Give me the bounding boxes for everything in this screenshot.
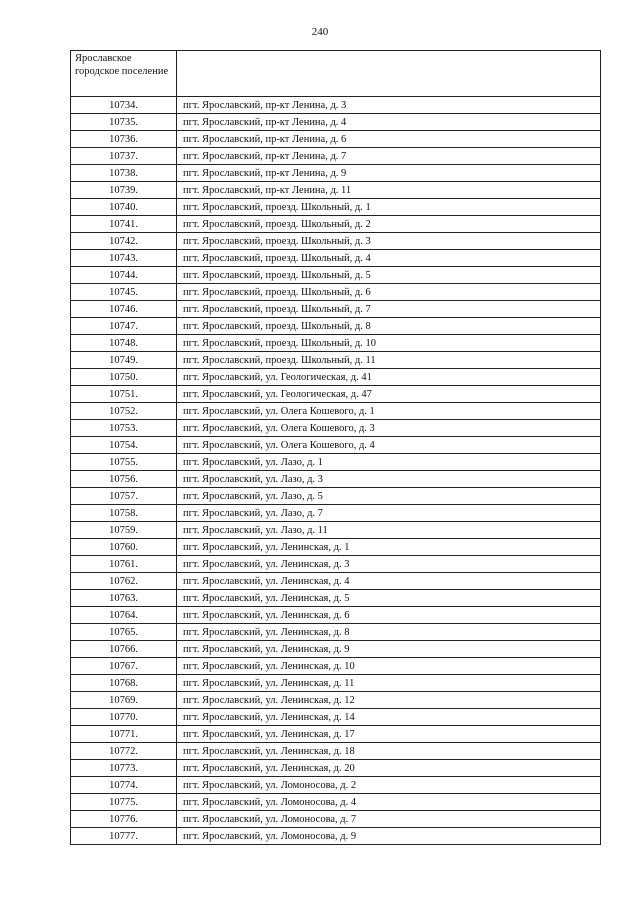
row-number-cell: 10771. xyxy=(71,726,177,743)
row-address-cell: пгт. Ярославский, ул. Ленинская, д. 17 xyxy=(177,726,601,743)
address-header-cell xyxy=(177,51,601,97)
row-number-cell: 10767. xyxy=(71,658,177,675)
row-number-cell: 10740. xyxy=(71,199,177,216)
row-number-cell: 10747. xyxy=(71,318,177,335)
row-number-cell: 10763. xyxy=(71,590,177,607)
row-address-cell: пгт. Ярославский, ул. Олега Кошевого, д. 4 xyxy=(177,437,601,454)
table-row xyxy=(71,794,601,811)
table-row xyxy=(71,760,601,777)
table-row xyxy=(71,726,601,743)
table-row xyxy=(71,641,601,658)
row-number-cell: 10759. xyxy=(71,522,177,539)
table-header-row xyxy=(71,51,601,97)
row-number-cell: 10739. xyxy=(71,182,177,199)
row-address-cell: пгт. Ярославский, ул. Ленинская, д. 6 xyxy=(177,607,601,624)
row-address-cell: пгт. Ярославский, ул. Ленинская, д. 9 xyxy=(177,641,601,658)
table-body xyxy=(71,51,601,845)
row-number-cell: 10766. xyxy=(71,641,177,658)
row-number-cell: 10750. xyxy=(71,369,177,386)
table-row xyxy=(71,284,601,301)
row-number-cell: 10761. xyxy=(71,556,177,573)
row-number-cell: 10765. xyxy=(71,624,177,641)
row-number-cell: 10762. xyxy=(71,573,177,590)
table-row xyxy=(71,216,601,233)
row-number-cell: 10768. xyxy=(71,675,177,692)
row-address-cell: пгт. Ярославский, пр-кт Ленина, д. 11 xyxy=(177,182,601,199)
row-address-cell: пгт. Ярославский, ул. Ленинская, д. 10 xyxy=(177,658,601,675)
table-row xyxy=(71,505,601,522)
row-address-cell: пгт. Ярославский, проезд. Школьный, д. 11 xyxy=(177,352,601,369)
row-address-cell: пгт. Ярославский, ул. Ленинская, д. 20 xyxy=(177,760,601,777)
table-row xyxy=(71,777,601,794)
row-address-cell: пгт. Ярославский, пр-кт Ленина, д. 7 xyxy=(177,148,601,165)
row-address-cell: пгт. Ярославский, проезд. Школьный, д. 7 xyxy=(177,301,601,318)
row-number-cell: 10770. xyxy=(71,709,177,726)
table-row xyxy=(71,471,601,488)
row-number-cell: 10746. xyxy=(71,301,177,318)
table-row xyxy=(71,233,601,250)
table-row xyxy=(71,522,601,539)
table-row xyxy=(71,454,601,471)
row-number-cell: 10735. xyxy=(71,114,177,131)
table-row xyxy=(71,709,601,726)
row-address-cell: пгт. Ярославский, проезд. Школьный, д. 2 xyxy=(177,216,601,233)
table-row xyxy=(71,182,601,199)
table-row xyxy=(71,386,601,403)
row-address-cell: пгт. Ярославский, ул. Ленинская, д. 1 xyxy=(177,539,601,556)
table-row xyxy=(71,743,601,760)
table-row xyxy=(71,301,601,318)
row-address-cell: пгт. Ярославский, ул. Ломоносова, д. 7 xyxy=(177,811,601,828)
row-number-cell: 10741. xyxy=(71,216,177,233)
table-row xyxy=(71,267,601,284)
row-number-cell: 10773. xyxy=(71,760,177,777)
table-row xyxy=(71,675,601,692)
row-number-cell: 10769. xyxy=(71,692,177,709)
table-row xyxy=(71,165,601,182)
table-row xyxy=(71,692,601,709)
row-address-cell: пгт. Ярославский, пр-кт Ленина, д. 3 xyxy=(177,97,601,114)
table-row xyxy=(71,539,601,556)
row-number-cell: 10776. xyxy=(71,811,177,828)
table-row xyxy=(71,658,601,675)
row-address-cell: пгт. Ярославский, пр-кт Ленина, д. 6 xyxy=(177,131,601,148)
row-number-cell: 10774. xyxy=(71,777,177,794)
row-address-cell: пгт. Ярославский, ул. Ленинская, д. 11 xyxy=(177,675,601,692)
row-number-cell: 10738. xyxy=(71,165,177,182)
row-address-cell: пгт. Ярославский, ул. Лазо, д. 11 xyxy=(177,522,601,539)
table-row xyxy=(71,624,601,641)
table-row xyxy=(71,437,601,454)
row-address-cell: пгт. Ярославский, проезд. Школьный, д. 1 xyxy=(177,199,601,216)
row-address-cell: пгт. Ярославский, ул. Лазо, д. 7 xyxy=(177,505,601,522)
row-number-cell: 10734. xyxy=(71,97,177,114)
row-number-cell: 10752. xyxy=(71,403,177,420)
table-row xyxy=(71,131,601,148)
row-number-cell: 10755. xyxy=(71,454,177,471)
table-row xyxy=(71,420,601,437)
table-row xyxy=(71,199,601,216)
row-address-cell: пгт. Ярославский, ул. Ломоносова, д. 2 xyxy=(177,777,601,794)
row-address-cell: пгт. Ярославский, проезд. Школьный, д. 8 xyxy=(177,318,601,335)
table-row xyxy=(71,607,601,624)
table-row xyxy=(71,97,601,114)
row-address-cell: пгт. Ярославский, ул. Геологическая, д. 47 xyxy=(177,386,601,403)
row-address-cell: пгт. Ярославский, ул. Лазо, д. 3 xyxy=(177,471,601,488)
table-row xyxy=(71,369,601,386)
row-number-cell: 10749. xyxy=(71,352,177,369)
row-address-cell: пгт. Ярославский, ул. Ленинская, д. 8 xyxy=(177,624,601,641)
row-number-cell: 10748. xyxy=(71,335,177,352)
row-address-cell: пгт. Ярославский, ул. Ленинская, д. 12 xyxy=(177,692,601,709)
row-address-cell: пгт. Ярославский, проезд. Школьный, д. 3 xyxy=(177,233,601,250)
table-row xyxy=(71,573,601,590)
table-row xyxy=(71,148,601,165)
row-address-cell: пгт. Ярославский, ул. Ленинская, д. 4 xyxy=(177,573,601,590)
row-number-cell: 10758. xyxy=(71,505,177,522)
table-row xyxy=(71,811,601,828)
row-address-cell: пгт. Ярославский, ул. Ленинская, д. 18 xyxy=(177,743,601,760)
row-number-cell: 10775. xyxy=(71,794,177,811)
row-number-cell: 10777. xyxy=(71,828,177,845)
row-address-cell: пгт. Ярославский, ул. Ленинская, д. 14 xyxy=(177,709,601,726)
row-number-cell: 10753. xyxy=(71,420,177,437)
table-row xyxy=(71,352,601,369)
settlement-header-cell: Ярославское городское поселение xyxy=(71,51,177,97)
address-table xyxy=(70,50,601,845)
row-address-cell: пгт. Ярославский, проезд. Школьный, д. 5 xyxy=(177,267,601,284)
row-number-cell: 10742. xyxy=(71,233,177,250)
row-address-cell: пгт. Ярославский, пр-кт Ленина, д. 4 xyxy=(177,114,601,131)
row-address-cell: пгт. Ярославский, ул. Олега Кошевого, д. 1 xyxy=(177,403,601,420)
row-address-cell: пгт. Ярославский, ул. Ломоносова, д. 9 xyxy=(177,828,601,845)
page-number: 240 xyxy=(311,26,329,38)
row-number-cell: 10744. xyxy=(71,267,177,284)
table-row xyxy=(71,250,601,267)
row-number-cell: 10743. xyxy=(71,250,177,267)
row-address-cell: пгт. Ярославский, пр-кт Ленина, д. 9 xyxy=(177,165,601,182)
row-address-cell: пгт. Ярославский, ул. Ленинская, д. 5 xyxy=(177,590,601,607)
table-row xyxy=(71,488,601,505)
row-address-cell: пгт. Ярославский, проезд. Школьный, д. 10 xyxy=(177,335,601,352)
row-number-cell: 10756. xyxy=(71,471,177,488)
row-address-cell: пгт. Ярославский, ул. Олега Кошевого, д. 3 xyxy=(177,420,601,437)
table-row xyxy=(71,556,601,573)
table-row xyxy=(71,828,601,845)
table-row xyxy=(71,318,601,335)
table-row xyxy=(71,590,601,607)
row-number-cell: 10745. xyxy=(71,284,177,301)
row-address-cell: пгт. Ярославский, ул. Геологическая, д. 41 xyxy=(177,369,601,386)
row-number-cell: 10736. xyxy=(71,131,177,148)
row-number-cell: 10737. xyxy=(71,148,177,165)
row-number-cell: 10764. xyxy=(71,607,177,624)
table-row xyxy=(71,335,601,352)
row-address-cell: пгт. Ярославский, проезд. Школьный, д. 4 xyxy=(177,250,601,267)
row-number-cell: 10772. xyxy=(71,743,177,760)
row-number-cell: 10754. xyxy=(71,437,177,454)
row-number-cell: 10760. xyxy=(71,539,177,556)
row-number-cell: 10757. xyxy=(71,488,177,505)
row-address-cell: пгт. Ярославский, проезд. Школьный, д. 6 xyxy=(177,284,601,301)
table-row xyxy=(71,403,601,420)
row-address-cell: пгт. Ярославский, ул. Лазо, д. 5 xyxy=(177,488,601,505)
row-number-cell: 10751. xyxy=(71,386,177,403)
table-row xyxy=(71,114,601,131)
row-address-cell: пгт. Ярославский, ул. Ленинская, д. 3 xyxy=(177,556,601,573)
row-address-cell: пгт. Ярославский, ул. Ломоносова, д. 4 xyxy=(177,794,601,811)
row-address-cell: пгт. Ярославский, ул. Лазо, д. 1 xyxy=(177,454,601,471)
